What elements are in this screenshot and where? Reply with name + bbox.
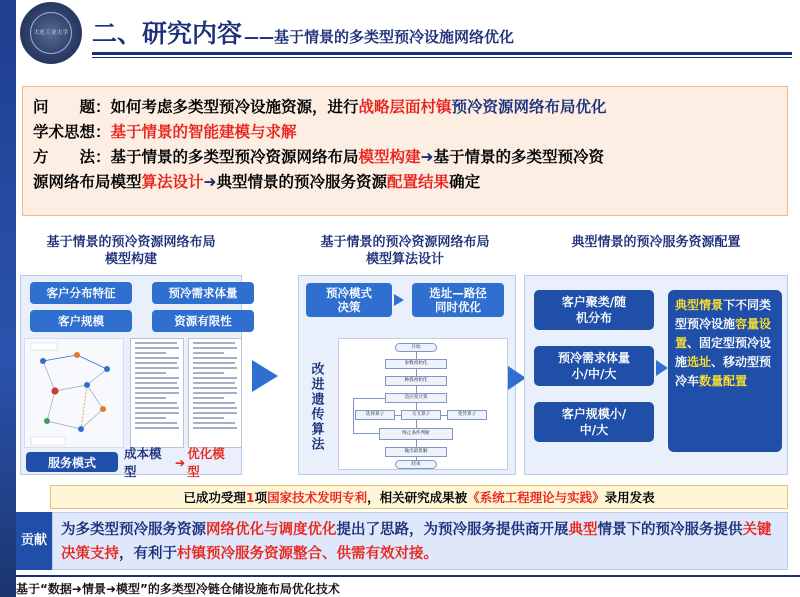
cost-optimization-label (124, 446, 236, 479)
title-divider-thin (92, 57, 792, 58)
box-demand-volume-line2: 小/中/大 (571, 367, 617, 381)
cost-model-label: 成本模型 (124, 446, 162, 479)
box-customer-scale-line1: 客户规模小/ (561, 407, 627, 421)
box-customer-scale[interactable] (534, 402, 654, 442)
question-text-c: 预冷资源网络布局优化 (451, 98, 607, 116)
result-seg-2: 下不同类型预冷设施 (675, 298, 772, 331)
module2-title-line2: 模型算法设计 (365, 252, 444, 267)
pill-precooling-mode-line2: 决策 (337, 300, 361, 314)
pill-precooling-mode-line1: 预冷模式 (326, 286, 372, 300)
achievement-text-b: 项 (254, 490, 268, 505)
question-label: 问 题： (33, 98, 111, 116)
achievement-text-d: ，相关研究成果被 (367, 490, 468, 505)
algorithm-flowchart (338, 338, 508, 470)
result-seg-7: 数量配置 (699, 374, 748, 388)
page-title-main: 二、研究内容 (92, 19, 243, 48)
method-text-b: 模型构建 (358, 148, 421, 166)
arrow-module1-to-module2 (252, 360, 278, 392)
idea-text: 基于情景的智能建模与求解 (110, 123, 297, 141)
question-text-a: 如何考虑多类型预冷设施资源，进行 (110, 98, 359, 116)
flow-node-selection: 选择算子 (355, 410, 395, 420)
arrow-mode-to-routing (394, 294, 404, 306)
achievement-text-a: 已成功受理 (183, 490, 246, 505)
pill-location-routing-line1: 选址—路径 (429, 286, 487, 300)
contribution-text-1: 为多类型预冷服务资源 (61, 522, 206, 538)
achievement-journal: 《系统工程理论与实践》 (467, 490, 605, 505)
network-diagram-image (24, 338, 124, 448)
question-line-2 (33, 120, 777, 145)
contribution-body (52, 512, 788, 570)
box-customer-clustering-line1: 客户聚类/随 (561, 295, 627, 309)
achievement-count: 1 (245, 489, 255, 505)
achievement-text-f: 录用发表 (604, 490, 655, 505)
flow-node-mutation: 变异算子 (447, 410, 487, 420)
arrow-scenarios-to-result (656, 360, 668, 376)
contribution-text-4: ，有利于 (119, 546, 177, 562)
optimization-model-label: 优化模型 (187, 446, 225, 479)
box-demand-volume-line1: 预冷需求体量 (557, 351, 630, 365)
module2-title (290, 234, 520, 268)
page-title (92, 14, 514, 50)
flow-node-termination: 终止条件判断 (379, 428, 453, 440)
flow-node-start: 开始 (395, 343, 437, 352)
page-title-sub: ——基于情景的多类型预冷设施网络优化 (244, 28, 515, 46)
contribution-tag: 贡献 (16, 512, 52, 570)
pill-precooling-demand[interactable]: 预冷需求体量 (152, 282, 254, 304)
contribution-text-2: 提出了思路，为预冷服务提供商开展 (336, 522, 569, 538)
question-text-b: 战略层面村镇 (358, 98, 452, 116)
module1-title-line2: 模型构建 (104, 252, 157, 267)
method-text-d: 源网络布局模型 (33, 173, 142, 191)
university-logo (20, 2, 82, 64)
question-line-3 (33, 145, 777, 170)
pill-service-mode[interactable]: 服务模式 (26, 452, 118, 472)
method-text-e: 算法设计 (141, 173, 204, 191)
pill-location-routing-line2: 同时优化 (435, 300, 481, 314)
contribution-highlight-1: 网络优化与调度优化 (206, 522, 337, 538)
flow-node-param-init: 参数初始化 (385, 359, 447, 369)
question-line-4 (33, 170, 777, 195)
achievement-patent: 国家技术发明专利 (267, 490, 368, 505)
module3-title-line1: 典型情景的预冷服务资源配置 (571, 235, 741, 250)
method-text-f: 典型情景的预冷服务资源 (216, 173, 388, 191)
university-logo-text: 大连工业大学 (30, 12, 72, 54)
contribution-highlight-3: 关键决策支持 (61, 522, 772, 562)
method-text-a: 基于情景的多类型预冷资源网络布局 (110, 148, 359, 166)
module1-title (20, 234, 242, 268)
question-line-1 (33, 95, 777, 120)
pill-resource-limit[interactable]: 资源有限性 (152, 310, 254, 332)
scenario-result-box (668, 290, 782, 452)
slide-footer: 基于“数据➜情景➜模型”的多类型冷链仓储设施布局优化技术 (16, 575, 800, 597)
flow-node-end: 结束 (395, 460, 437, 469)
slide-header (16, 0, 800, 66)
method-arrow-1: ➜ (420, 148, 434, 166)
box-customer-scale-line2: 中/大 (579, 423, 609, 437)
flow-node-population-init: 种群初始化 (385, 376, 447, 386)
pill-customer-distribution[interactable]: 客户分布特征 (30, 282, 132, 304)
contribution-highlight-4: 村镇预冷服务资源整合、供需有效对接。 (177, 546, 438, 562)
contribution-highlight-2: 典型 (568, 522, 598, 538)
flow-node-crossover: 交叉算子 (401, 410, 441, 420)
contribution-text-3: 情景下的预冷服务提供 (597, 522, 743, 538)
result-seg-4: 、固定型预冷设施 (675, 336, 772, 369)
module2-title-line1: 基于情景的预冷资源网络布局 (320, 235, 490, 250)
flow-node-output: 输出最优解 (385, 447, 447, 457)
box-demand-volume[interactable] (534, 346, 654, 386)
method-label: 方 法： (33, 148, 111, 166)
idea-label: 学术思想： (33, 123, 111, 141)
flow-node-fitness: 适应度计算 (385, 393, 447, 403)
document-image-2 (188, 338, 242, 448)
box-customer-clustering-line2: 机分布 (575, 311, 612, 325)
cost-arrow: ➜ (174, 454, 186, 470)
title-divider (92, 52, 792, 55)
question-box (22, 86, 788, 216)
method-text-h: 确定 (449, 173, 481, 191)
network-graph-svg (25, 339, 124, 448)
genetic-algorithm-label: 改进遗传算法 (308, 362, 324, 452)
result-seg-3: 容量设置 (675, 317, 772, 350)
document-image-1 (130, 338, 184, 448)
box-customer-clustering[interactable] (534, 290, 654, 330)
module3-title (524, 234, 788, 251)
module1-title-line1: 基于情景的预冷资源网络布局 (46, 235, 216, 250)
method-text-c: 基于情景的多类型预冷资 (433, 148, 605, 166)
result-seg-1: 典型情景 (675, 298, 724, 312)
pill-location-routing[interactable] (412, 283, 504, 317)
result-seg-5: 选址 (687, 355, 712, 369)
result-seg-6: 、移动型预冷车 (675, 355, 772, 388)
achievement-bar (50, 485, 788, 509)
method-text-g: 配置结果 (387, 173, 450, 191)
method-arrow-2: ➜ (203, 173, 217, 191)
pill-customer-scale[interactable]: 客户规模 (30, 310, 132, 332)
left-accent-bar (0, 0, 16, 597)
pill-precooling-mode-decision[interactable] (306, 283, 392, 317)
